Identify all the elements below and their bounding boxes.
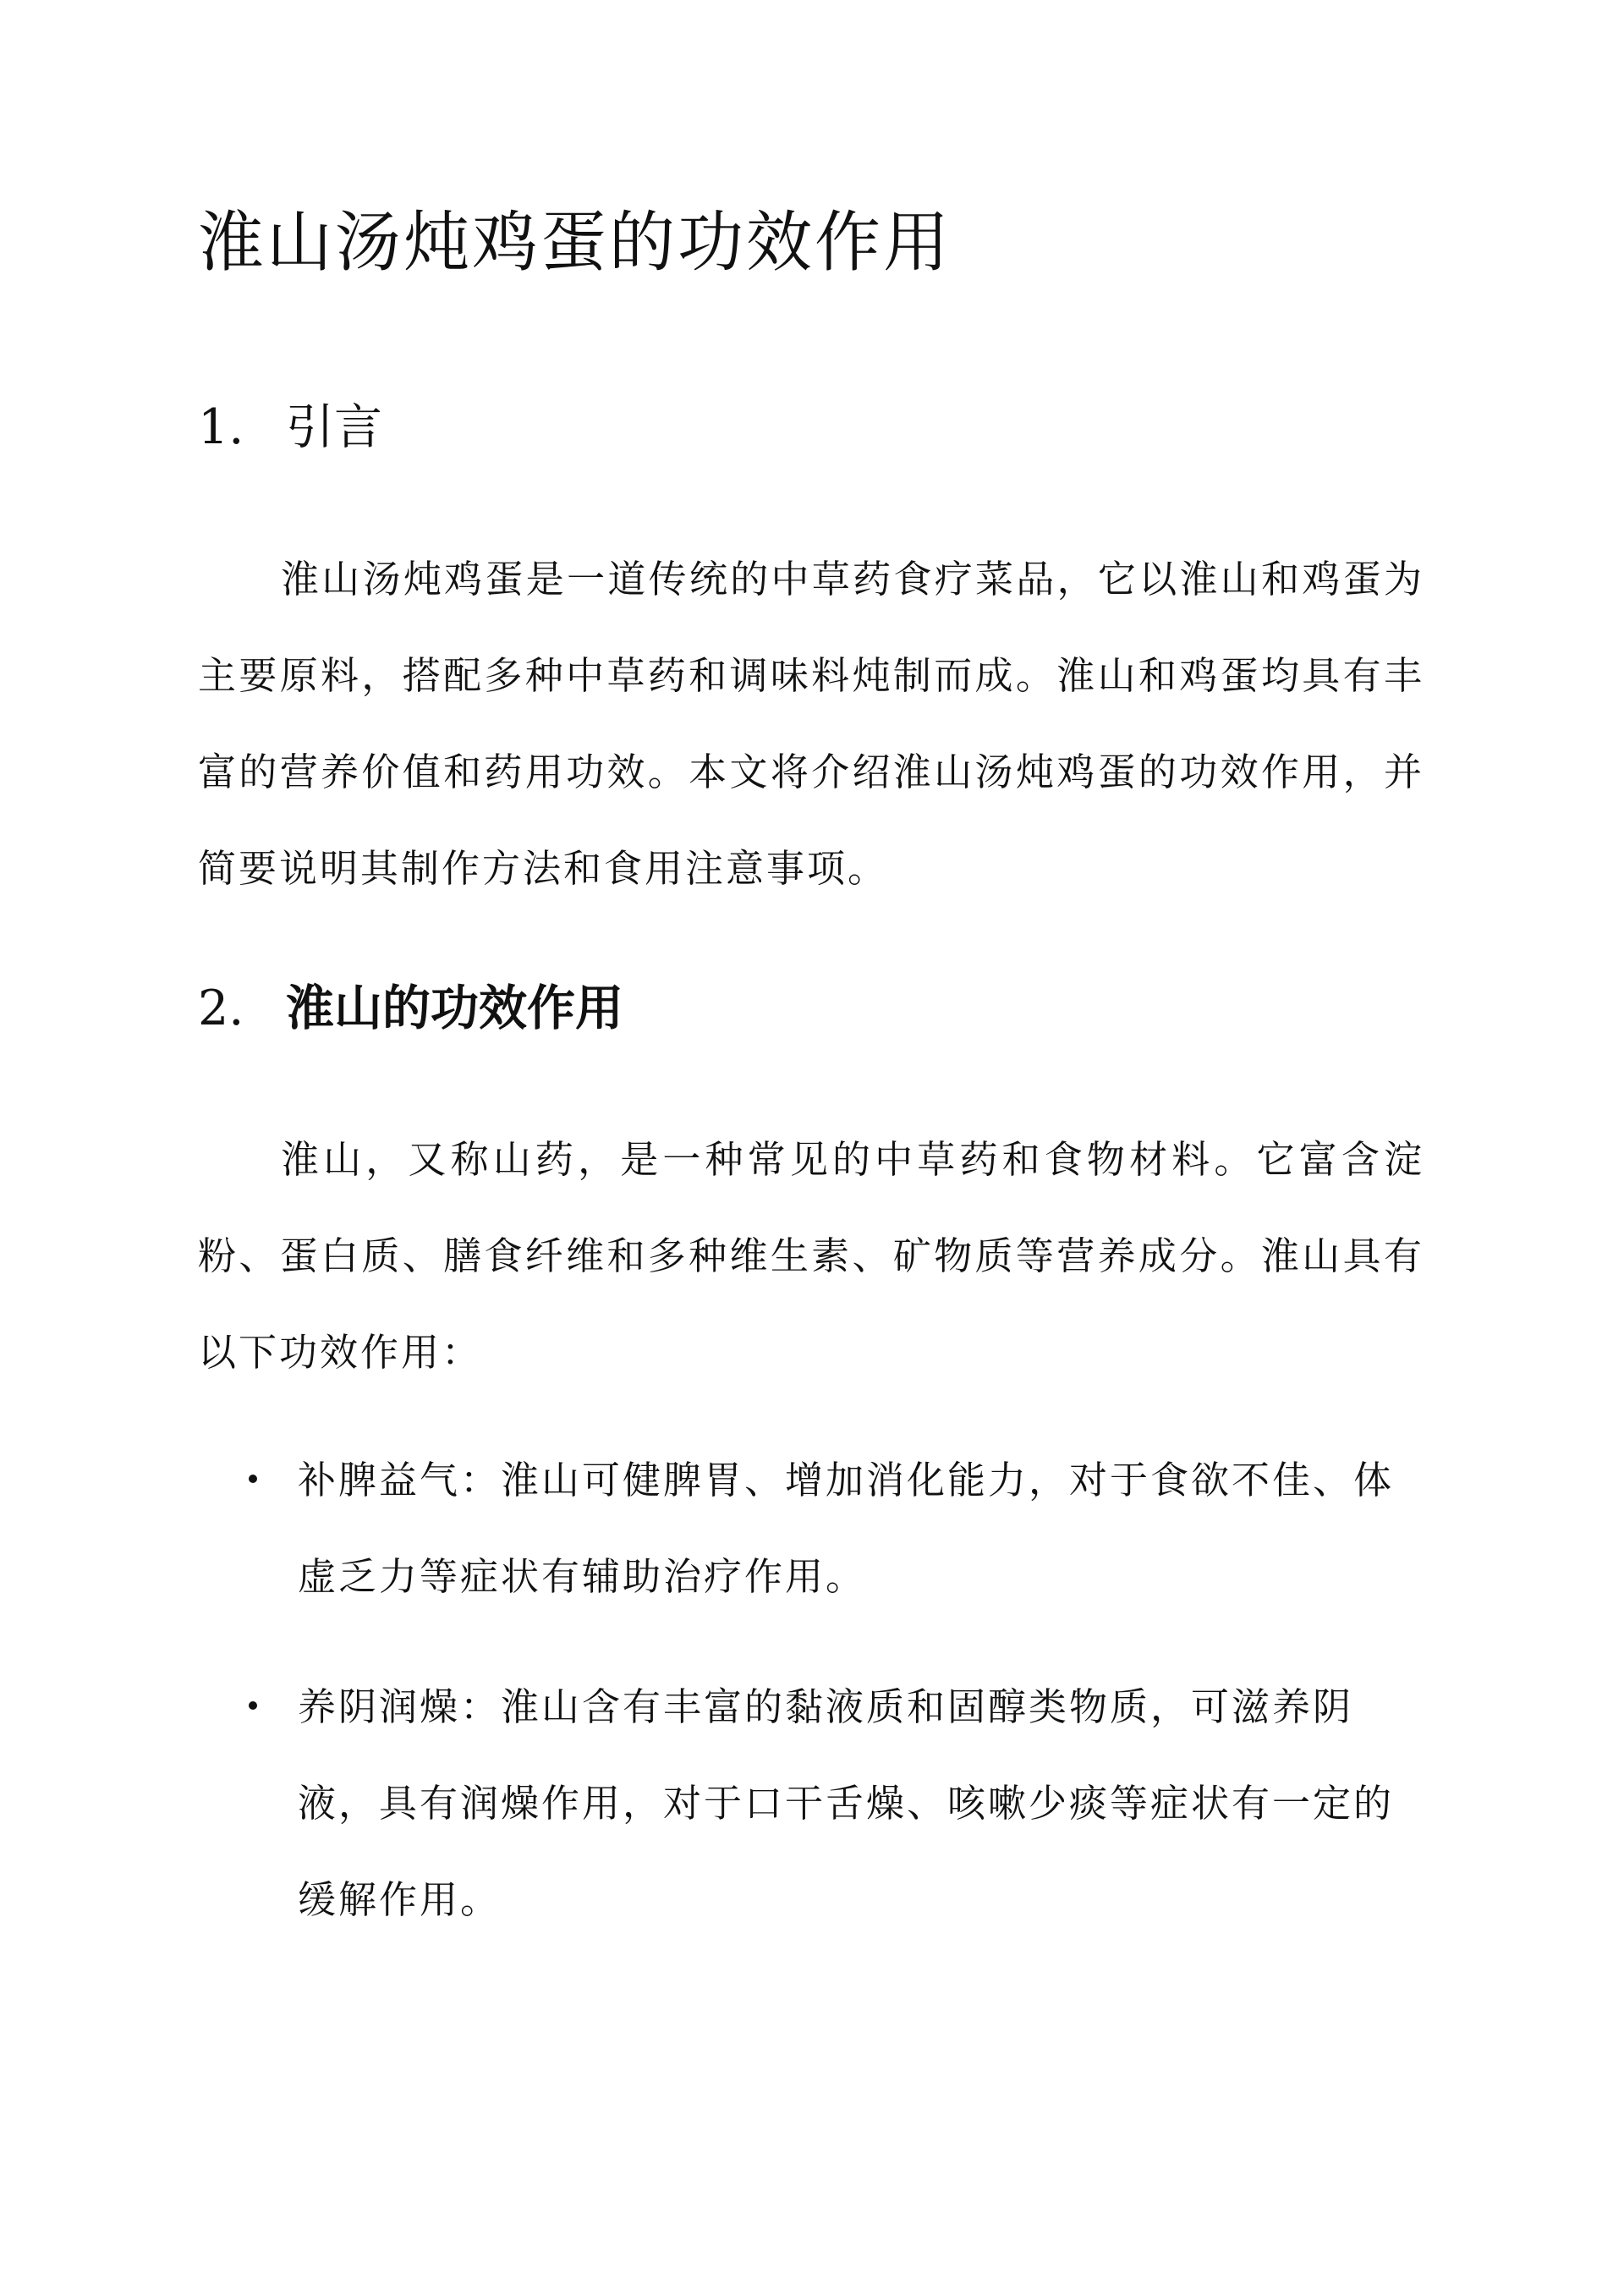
list-item-text: 养阴润燥：淮山含有丰富的黏液质和固醇类物质，可滋养阴液，具有润燥作用，对于口干舌燥、咳嗽少痰等症状有一定的缓解作用。: [298, 1684, 1395, 1922]
bullet-icon: [249, 1475, 257, 1483]
section-title: 引言: [286, 399, 382, 455]
section-number: 1.: [198, 399, 244, 455]
intro-paragraph: 淮山汤炖鸡蛋是一道传统的中草药食疗菜品，它以淮山和鸡蛋为主要原料，搭配多种中草药和调味料炖制而成。淮山和鸡蛋均具有丰富的营养价值和药用功效。本文将介绍淮山汤炖鸡蛋的功效作用，并简要说明其制作方法和食用注意事项。: [198, 557, 1424, 891]
section-heading-introduction: [198, 393, 382, 461]
bullet-icon: [249, 1701, 257, 1710]
list-item: [237, 1659, 1413, 1948]
huaishan-intro-paragraph: 淮山，又称山药，是一种常见的中草药和食物材料。它富含淀粉、蛋白质、膳食纤维和多种维生素、矿物质等营养成分。淮山具有以下功效作用：: [198, 1137, 1424, 1375]
section-heading-huaishan-effects: [198, 975, 623, 1042]
effects-list: [237, 1432, 1413, 1982]
document-title: 淮山汤炖鸡蛋的功效作用: [198, 205, 952, 281]
section-title: 淮山的功效作用: [286, 980, 623, 1036]
list-item-text: 补脾益气：淮山可健脾胃、增加消化能力，对于食欲不佳、体虚乏力等症状有辅助治疗作用。: [298, 1458, 1395, 1599]
section-number: 2.: [198, 980, 244, 1036]
list-item: [237, 1432, 1413, 1625]
